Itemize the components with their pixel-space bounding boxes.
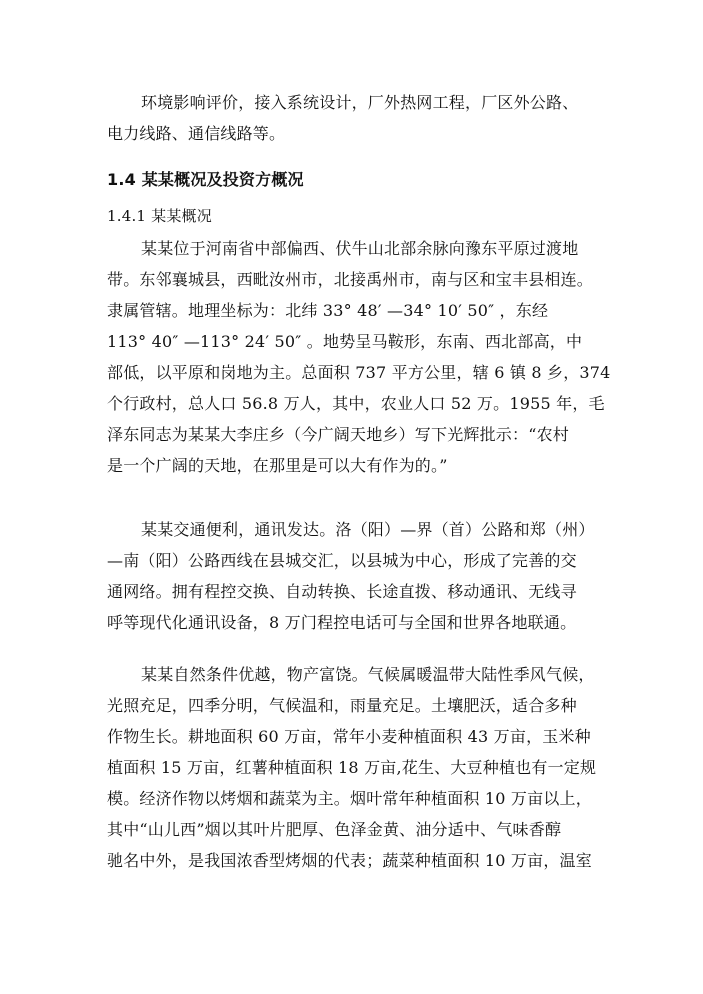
text-line: 环境影响评价，接入系统设计，厂外热网工程，厂区外公路、 xyxy=(141,93,579,112)
text-line: 光照充足，四季分明，气候温和，雨量充足。土壤肥沃，适合多种 xyxy=(107,696,577,715)
text-line: 泽东同志为某某大李庄乡（今广阔天地乡）写下光辉批示：“农村 xyxy=(107,425,569,444)
text-line: 带。东邻襄城县，西毗汝州市，北接禹州市，南与区和宝丰县相连。 xyxy=(107,270,594,289)
paragraph-transport xyxy=(107,514,597,638)
text-line: 某某交通便利，通讯发达。洛（阳）—界（首）公路和郑（州） xyxy=(141,520,595,539)
text-line: 113° 40″ —113° 24′ 50″ 。地势呈马鞍形，东南、西北部高，中 xyxy=(107,332,583,351)
paragraph-nature xyxy=(107,659,597,876)
text-line: 是一个广阔的天地，在那里是可以大有作为的。” xyxy=(107,456,448,475)
text-line: 部低，以平原和岗地为主。总面积 737 平方公里，辖 6 镇 8 乡，374 xyxy=(107,363,611,382)
text-line: 其中“山儿西”烟以其叶片肥厚、色泽金黄、油分适中、气味香醇 xyxy=(107,820,562,839)
text-line: 作物生长。耕地面积 60 万亩，常年小麦种植面积 43 万亩，玉米种 xyxy=(107,727,591,746)
text-line: —南（阳）公路西线在县城交汇，以县城为中心，形成了完善的交 xyxy=(107,551,577,570)
paragraph-location xyxy=(107,233,611,481)
text-line: 电力线路、通信线路等。 xyxy=(107,124,286,143)
text-line: 驰名中外，是我国浓香型烤烟的代表；蔬菜种植面积 10 万亩，温室 xyxy=(107,851,592,870)
text-line: 通网络。拥有程控交换、自动转换、长途直拨、移动通讯、无线寻 xyxy=(107,582,577,601)
section-heading: 1.4 某某概况及投资方概况 xyxy=(107,170,304,189)
text-line: 植面积 15 万亩，红薯种植面积 18 万亩,花生、大豆种植也有一定规 xyxy=(107,758,597,777)
text-line: 模。经济作物以烤烟和蔬菜为主。烟叶常年种植面积 10 万亩以上， xyxy=(107,789,592,808)
subsection-heading: 1.4.1 某某概况 xyxy=(107,207,212,225)
text-line: 呼等现代化通讯设备，8 万门程控电话可与全国和世界各地联通。 xyxy=(107,613,577,632)
text-line: 某某位于河南省中部偏西、伏牛山北部余脉向豫东平原过渡地 xyxy=(141,239,579,258)
text-line: 个行政村，总人口 56.8 万人，其中，农业人口 52 万。1955 年，毛 xyxy=(107,394,605,413)
text-line: 某某自然条件优越，物产富饶。气候属暖温带大陆性季风气候， xyxy=(141,665,595,684)
text-line: 隶属管辖。地理坐标为：北纬 33° 48′ —34° 10′ 50″ ，东经 xyxy=(107,301,549,320)
intro-paragraph xyxy=(107,87,597,149)
